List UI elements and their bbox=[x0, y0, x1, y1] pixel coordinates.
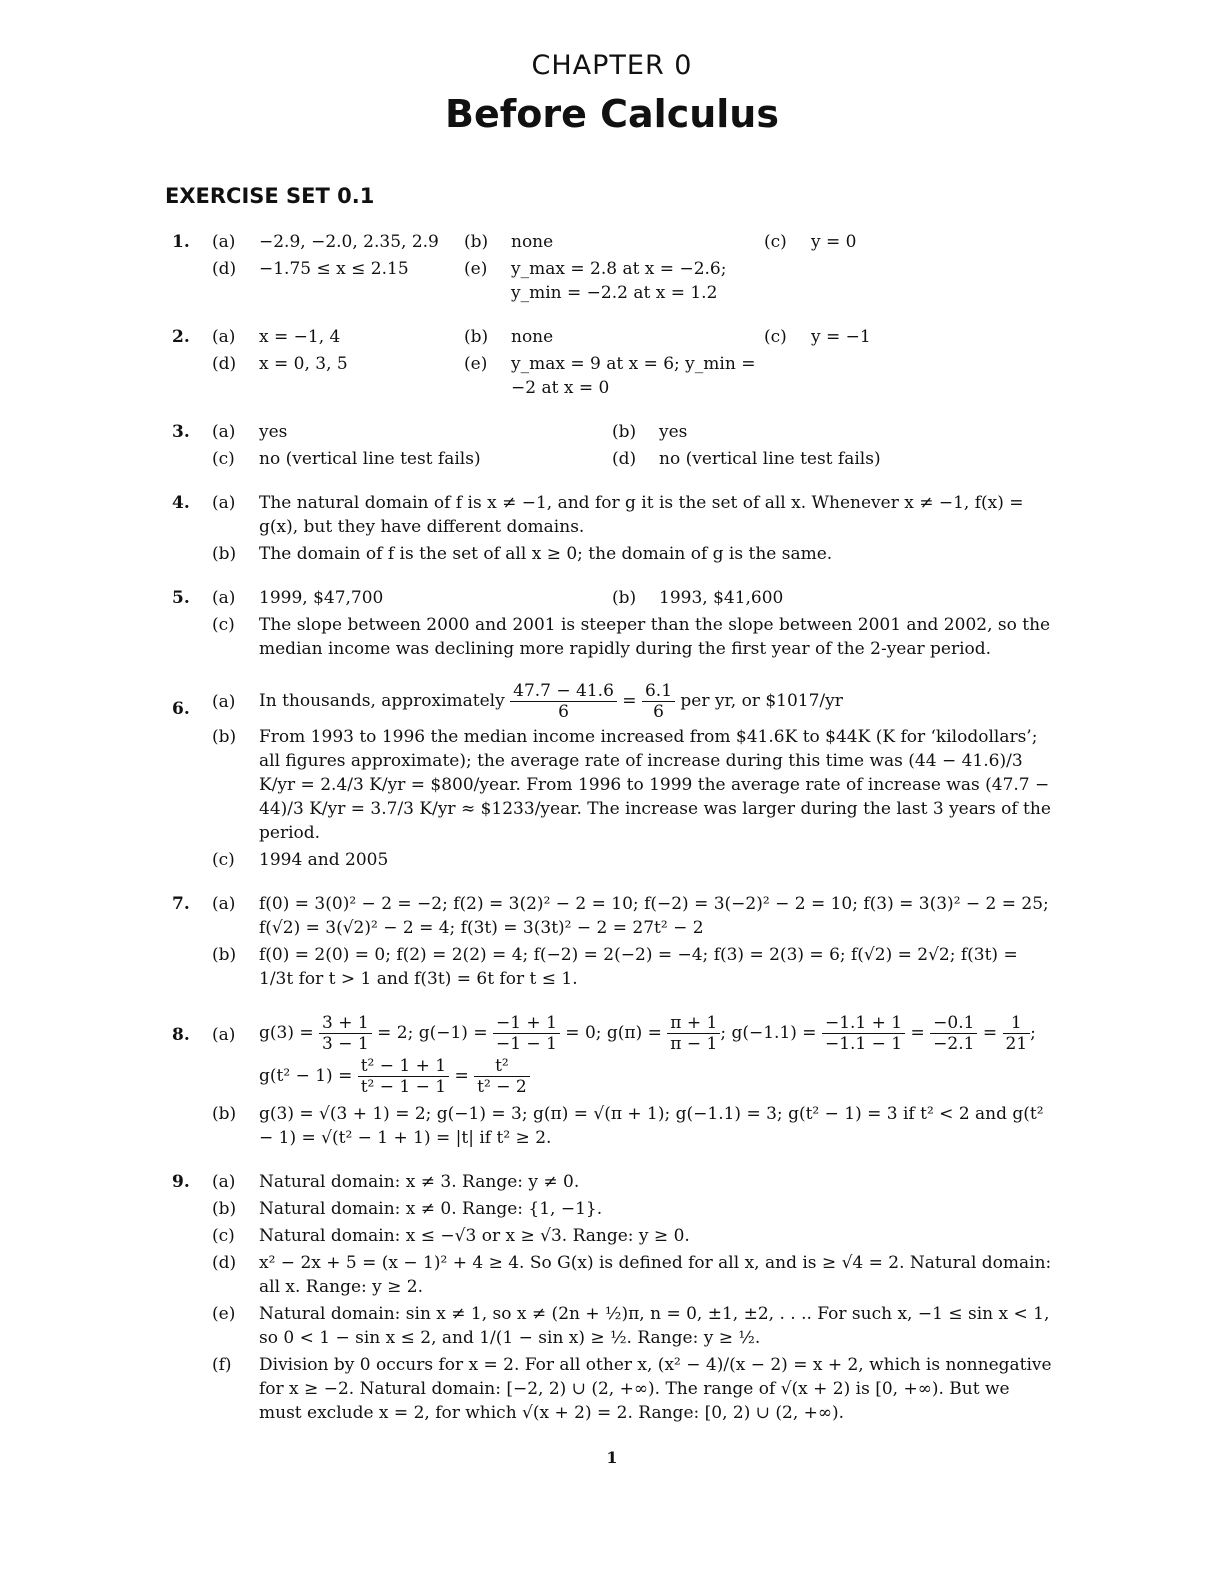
problem-part bbox=[172, 1353, 1056, 1425]
fraction-numerator: 3 + 1 bbox=[319, 1013, 372, 1034]
part-text: g(3) = √(3 + 1) = 2; g(−1) = 3; g(π) = √(π + 1); g(−1.1) = 3; g(t² − 1) = 3 if t² < 2 and g(t² − 1) = √(t² − 1 + 1) = |t| if t² ≥ 2. bbox=[259, 1104, 1044, 1148]
problem-part bbox=[212, 257, 464, 305]
fraction-denominator: 6 bbox=[558, 702, 569, 722]
part-label: (c) bbox=[212, 850, 235, 870]
equation-line bbox=[259, 1013, 1056, 1054]
part-label: (e) bbox=[212, 1304, 236, 1324]
part-text bbox=[259, 1011, 1056, 1099]
fraction bbox=[474, 1056, 530, 1097]
part-label: (a) bbox=[212, 232, 236, 252]
part-label: (b) bbox=[464, 327, 489, 347]
text-run: ; g(−1.1) = bbox=[720, 1023, 822, 1043]
fraction-numerator: −1 + 1 bbox=[493, 1013, 560, 1034]
problem-part bbox=[172, 1197, 1056, 1221]
problem-part bbox=[172, 892, 1056, 940]
part-label: (d) bbox=[212, 259, 237, 279]
part-label: (b) bbox=[212, 1104, 237, 1124]
part-label: (a) bbox=[212, 1025, 236, 1045]
fraction-numerator: −1.1 + 1 bbox=[822, 1013, 905, 1034]
fraction-numerator: −0.1 bbox=[930, 1013, 977, 1034]
problem-row bbox=[172, 352, 1056, 400]
fraction-numerator: 47.7 − 41.6 bbox=[510, 681, 617, 702]
problem-row bbox=[172, 586, 1056, 610]
part-label: (b) bbox=[612, 422, 637, 442]
part-label: (b) bbox=[212, 727, 237, 747]
text-run: = bbox=[616, 691, 642, 711]
problem-part bbox=[464, 257, 764, 305]
part-label: (a) bbox=[212, 588, 236, 608]
part-text: 1993, $41,600 bbox=[659, 588, 784, 608]
problem bbox=[172, 892, 1056, 991]
text-run: = bbox=[905, 1023, 931, 1043]
problem-row bbox=[172, 325, 1056, 349]
problem-part bbox=[172, 681, 1056, 722]
part-text: y = 0 bbox=[811, 232, 857, 252]
fraction-denominator: π − 1 bbox=[670, 1034, 718, 1054]
part-label: (c) bbox=[212, 615, 235, 635]
problem-part bbox=[612, 447, 1056, 471]
problem-number: 8. bbox=[172, 1025, 190, 1045]
problem-part bbox=[172, 491, 1056, 539]
part-label: (b) bbox=[612, 588, 637, 608]
problem-part bbox=[172, 1251, 1056, 1299]
part-label: (f) bbox=[212, 1355, 232, 1375]
problem-number: 2. bbox=[172, 327, 190, 347]
problem-part bbox=[612, 586, 1056, 610]
problem bbox=[172, 325, 1056, 400]
problem-row bbox=[172, 420, 1056, 444]
fraction-denominator: t² − 2 bbox=[477, 1077, 527, 1097]
text-run: ; bbox=[1030, 1023, 1036, 1043]
part-text: f(0) = 3(0)² − 2 = −2; f(2) = 3(2)² − 2 = 10; f(−2) = 3(−2)² − 2 = 10; f(3) = 3(3)² − 2 = 25; f(√2) = 3(√2)² − 2 = 4; f(3t) = 3(3t)² − 2 = 27t² − 2 bbox=[259, 894, 1049, 938]
part-label: (a) bbox=[212, 894, 236, 914]
fraction-denominator: −2.1 bbox=[933, 1034, 975, 1054]
part-text: Division by 0 occurs for x = 2. For all other x, (x² − 4)/(x − 2) = x + 2, which is nonnegative for x ≥ −2. Natural domain: [−2, 2) ∪ (2, +∞). The range of √(x + 2) is [0, +∞). But we must exclude x = 2, for which √(x + 2) = 2. Range: [0, 2) ∪ (2, +∞). bbox=[259, 1355, 1052, 1423]
part-text: x = −1, 4 bbox=[259, 327, 341, 347]
part-label: (c) bbox=[764, 327, 787, 347]
problem-part bbox=[464, 230, 764, 254]
problem-part bbox=[464, 352, 764, 400]
problem-part bbox=[172, 1011, 1056, 1099]
fraction-numerator: 1 bbox=[1003, 1013, 1031, 1034]
problem-part bbox=[172, 943, 1056, 991]
fraction-denominator: 21 bbox=[1005, 1034, 1028, 1054]
text-run: = 2; g(−1) = bbox=[371, 1023, 493, 1043]
chapter-label: CHAPTER 0 bbox=[531, 50, 693, 81]
part-label: (a) bbox=[212, 327, 236, 347]
fraction bbox=[1003, 1013, 1031, 1054]
problem-part bbox=[212, 586, 612, 610]
chapter-title: Before Calculus bbox=[445, 92, 779, 136]
fraction-denominator: 6 bbox=[653, 702, 664, 722]
problem-part bbox=[172, 848, 1056, 872]
part-text: From 1993 to 1996 the median income increased from $41.6K to $44K (K for ‘kilodollars’; all figures approximate); the average rate of increase during this time was (44 − 41.6)/3 K/yr = 2.4/3 K/yr = $800/year. From 1996 to 1999 the average rate of increase was (47.7 − 44)/3 K/yr = 3.7/3 K/yr ≈ $1233/year. The increase was larger during the last 3 years of the period. bbox=[259, 727, 1051, 843]
part-label: (b) bbox=[212, 1199, 237, 1219]
part-label: (b) bbox=[464, 232, 489, 252]
part-text: yes bbox=[259, 422, 288, 442]
problem-part bbox=[212, 325, 464, 349]
part-text: f(0) = 2(0) = 0; f(2) = 2(2) = 4; f(−2) = 2(−2) = −4; f(3) = 2(3) = 6; f(√2) = 2√2; f(3t) = 1/3t for t > 1 and f(3t) = 6t for t ≤ 1. bbox=[259, 945, 1018, 989]
fraction bbox=[642, 681, 675, 722]
problem-part bbox=[612, 420, 1056, 444]
problem bbox=[172, 230, 1056, 305]
problem bbox=[172, 1011, 1056, 1150]
problem-part bbox=[764, 230, 1056, 254]
part-label: (d) bbox=[212, 1253, 237, 1273]
part-text: 1994 and 2005 bbox=[259, 850, 389, 870]
part-label: (d) bbox=[612, 449, 637, 469]
problem-number: 6. bbox=[172, 699, 190, 719]
problem-part bbox=[172, 613, 1056, 661]
fraction bbox=[822, 1013, 905, 1054]
part-text: no (vertical line test fails) bbox=[259, 449, 481, 469]
part-label: (c) bbox=[212, 449, 235, 469]
part-text: yes bbox=[659, 422, 688, 442]
fraction-denominator: −1.1 − 1 bbox=[824, 1034, 903, 1054]
problem-part bbox=[212, 230, 464, 254]
part-text: The slope between 2000 and 2001 is steeper than the slope between 2001 and 2002, so the median income was declining more rapidly during the first year of the 2-year period. bbox=[259, 615, 1051, 659]
problem bbox=[172, 681, 1056, 872]
part-text: y_max = 9 at x = 6; y_min = −2 at x = 0 bbox=[511, 354, 756, 398]
part-label: (a) bbox=[212, 493, 236, 513]
problem-part bbox=[172, 725, 1056, 845]
fraction-numerator: 6.1 bbox=[642, 681, 675, 702]
text-run: = bbox=[449, 1066, 475, 1086]
text-run: = bbox=[977, 1023, 1003, 1043]
problem-part bbox=[212, 447, 612, 471]
part-label: (d) bbox=[212, 354, 237, 374]
problem-number: 3. bbox=[172, 422, 190, 442]
fraction bbox=[930, 1013, 977, 1054]
problem bbox=[172, 491, 1056, 566]
fraction-numerator: t² − 1 + 1 bbox=[358, 1056, 449, 1077]
problem-part bbox=[172, 1170, 1056, 1194]
text-run: = 0; g(π) = bbox=[559, 1023, 668, 1043]
part-label: (a) bbox=[212, 422, 236, 442]
problem bbox=[172, 586, 1056, 661]
text-run: g(t² − 1) = bbox=[259, 1066, 358, 1086]
fraction-denominator: 3 − 1 bbox=[322, 1034, 369, 1054]
problem-part bbox=[172, 1224, 1056, 1248]
part-text: none bbox=[511, 232, 554, 252]
part-text: x² − 2x + 5 = (x − 1)² + 4 ≥ 4. So G(x) is defined for all x, and is ≥ √4 = 2. Natural domain: all x. Range: y ≥ 2. bbox=[259, 1253, 1052, 1297]
fraction bbox=[358, 1056, 449, 1097]
problem-part bbox=[172, 542, 1056, 566]
problem-number: 1. bbox=[172, 232, 190, 252]
problem-part bbox=[464, 325, 764, 349]
part-text: Natural domain: sin x ≠ 1, so x ≠ (2n + ½)π, n = 0, ±1, ±2, . . .. For such x, −1 ≤ sin x < 1, so 0 < 1 − sin x ≤ 2, and 1/(1 − sin x) ≥ ½. Range: y ≥ ½. bbox=[259, 1304, 1050, 1348]
problem-number: 9. bbox=[172, 1172, 190, 1192]
fraction bbox=[667, 1013, 720, 1054]
part-label: (b) bbox=[212, 945, 237, 965]
problem-row bbox=[172, 230, 1056, 254]
equation-line bbox=[259, 1056, 1056, 1097]
part-text: y = −1 bbox=[811, 327, 871, 347]
part-text: −1.75 ≤ x ≤ 2.15 bbox=[259, 259, 409, 279]
part-text: no (vertical line test fails) bbox=[659, 449, 881, 469]
part-label: (b) bbox=[212, 544, 237, 564]
text-run: per yr, or $1017/yr bbox=[675, 691, 843, 711]
part-text: none bbox=[511, 327, 554, 347]
part-label: (c) bbox=[764, 232, 787, 252]
part-text: −2.9, −2.0, 2.35, 2.9 bbox=[259, 232, 439, 252]
problem-number: 7. bbox=[172, 894, 190, 914]
part-label: (e) bbox=[464, 354, 488, 374]
part-text: The natural domain of f is x ≠ −1, and for g it is the set of all x. Whenever x ≠ −1, f(x) = g(x), but they have different domains. bbox=[259, 493, 1024, 537]
problem bbox=[172, 420, 1056, 471]
exercise-content bbox=[172, 230, 1056, 1445]
part-text: The domain of f is the set of all x ≥ 0; the domain of g is the same. bbox=[259, 544, 833, 564]
part-text: y_max = 2.8 at x = −2.6; y_min = −2.2 at x = 1.2 bbox=[511, 259, 727, 303]
page-number: 1 bbox=[606, 1448, 618, 1467]
part-text: x = 0, 3, 5 bbox=[259, 354, 348, 374]
problem-row bbox=[172, 447, 1056, 471]
problem-part bbox=[212, 420, 612, 444]
part-text: Natural domain: x ≠ 3. Range: y ≠ 0. bbox=[259, 1172, 580, 1192]
part-text: 1999, $47,700 bbox=[259, 588, 384, 608]
fraction bbox=[510, 681, 617, 722]
part-text bbox=[259, 681, 1056, 722]
problem-part bbox=[172, 1102, 1056, 1150]
part-text: Natural domain: x ≠ 0. Range: {1, −1}. bbox=[259, 1199, 603, 1219]
fraction-denominator: −1 − 1 bbox=[495, 1034, 557, 1054]
part-label: (a) bbox=[212, 691, 236, 712]
exercise-set-heading: EXERCISE SET 0.1 bbox=[165, 184, 375, 208]
text-run: In thousands, approximately bbox=[259, 691, 511, 711]
problem-part bbox=[172, 1302, 1056, 1350]
part-label: (c) bbox=[212, 1226, 235, 1246]
problem-row bbox=[172, 257, 1056, 305]
part-label: (e) bbox=[464, 259, 488, 279]
fraction-denominator: t² − 1 − 1 bbox=[360, 1077, 447, 1097]
part-text: Natural domain: x ≤ −√3 or x ≥ √3. Range: y ≥ 0. bbox=[259, 1226, 690, 1246]
fraction-numerator: π + 1 bbox=[667, 1013, 720, 1034]
problem-number: 5. bbox=[172, 588, 190, 608]
part-label: (a) bbox=[212, 1172, 236, 1192]
fraction bbox=[319, 1013, 372, 1054]
problem-part bbox=[212, 352, 464, 400]
text-run: g(3) = bbox=[259, 1023, 320, 1043]
problem bbox=[172, 1170, 1056, 1425]
fraction bbox=[493, 1013, 560, 1054]
fraction-numerator: t² bbox=[474, 1056, 530, 1077]
problem-number: 4. bbox=[172, 493, 190, 513]
problem-part bbox=[764, 325, 1056, 349]
